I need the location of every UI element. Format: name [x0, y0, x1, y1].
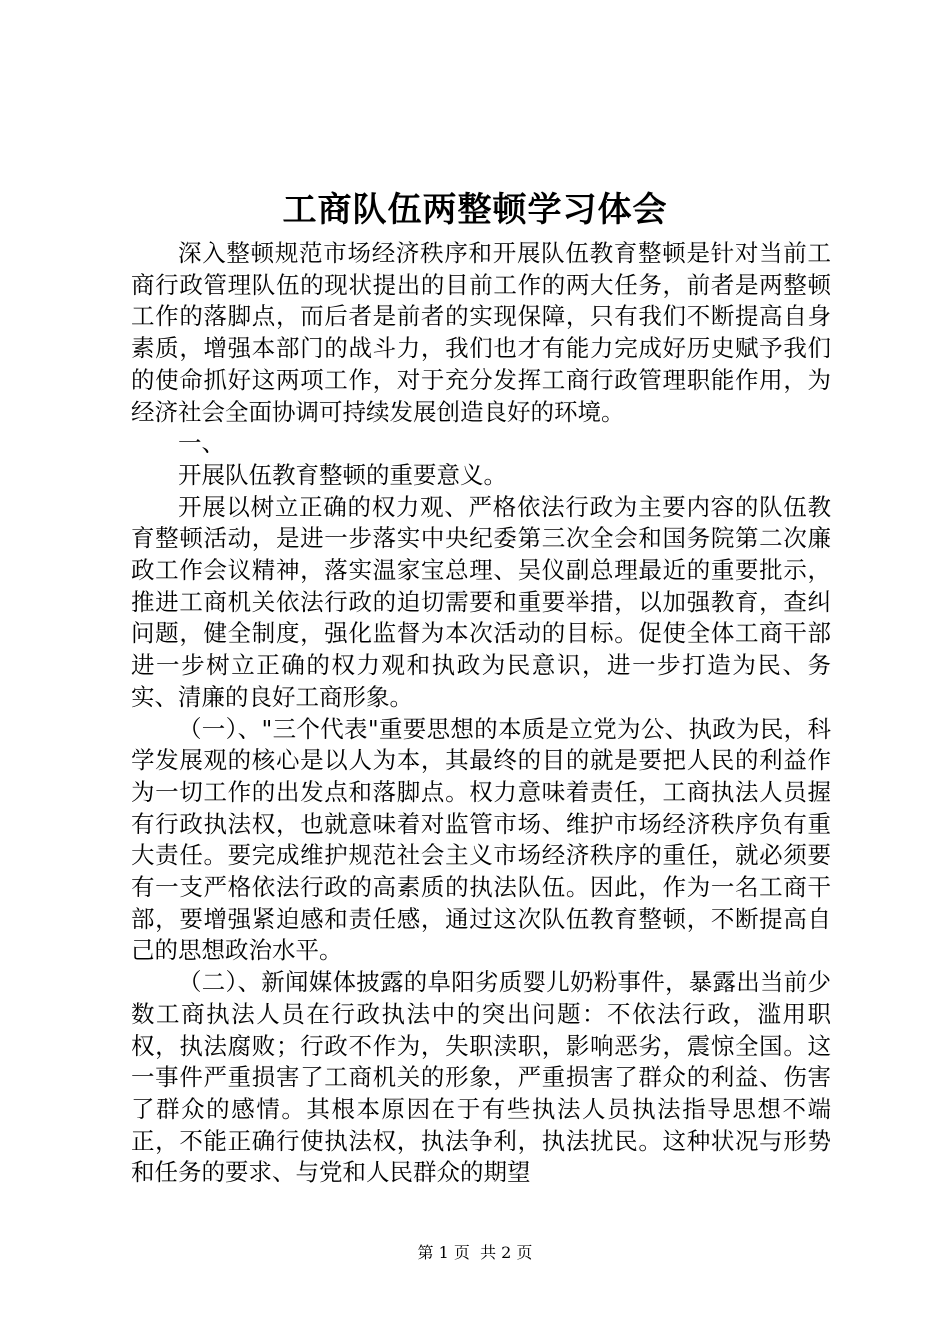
section-number: 一、 — [178, 429, 225, 458]
paragraph-intro: 深入整顿规范市场经济秩序和开展队伍教育整顿是针对当前工商行政管理队伍的现状提出的目前工作的两大任务，前者是两整顿工作的落脚点，而后者是前者的实现保障，只有我们不断提高自身素质，增强本部门的战斗力，我们也才有能力完成好历史赋予我们的使命抓好这两项工作，对于充分发挥工商行政管理职能作用，为经济社会全面协调可持续发展创造良好的环境。 — [131, 239, 831, 426]
paragraph-point-two: （二）、新闻媒体披露的阜阳劣质婴儿奶粉事件，暴露出当前少数工商执法人员在行政执法中的突出问题：不依法行政，滥用职权，执法腐败；行政不作为，失职渎职，影响恶劣，震惊全国。这一事件严重损害了工商机关的形象，严重损害了群众的利益、伤害了群众的感情。其根本原因在于有些执法人员执法指导思想不端正，不能正确行使执法权，执法争利，执法扰民。这种状况与形势和任务的要求、与党和人民群众的期望 — [131, 968, 831, 1187]
paragraph-significance: 开展以树立正确的权力观、严格依法行政为主要内容的队伍教育整顿活动，是进一步落实中央纪委第三次全会和国务院第二次廉政工作会议精神，落实温家宝总理、吴仪副总理最近的重要批示，推进工商机关依法行政的迫切需要和重要举措，以加强教育，查纠问题，健全制度，强化监督为本次活动的目标。促使全体工商干部进一步树立正确的权力观和执政为民意识，进一步打造为民、务实、清廉的良好工商形象。 — [131, 492, 831, 711]
page-footer — [0, 1241, 950, 1265]
paragraph-point-one: （一）、"三个代表"重要思想的本质是立党为公、执政为民，科学发展观的核心是以人为本，其最终的目的就是要把人民的利益作为一切工作的出发点和落脚点。权力意味着责任，工商执法人员握有行政执法权，也就意味着对监管市场、维护市场经济秩序负有重大责任。要完成维护规范社会主义市场经济秩序的重任，就必须要有一支严格依法行政的高素质的执法队伍。因此，作为一名工商干部，要增强紧迫感和责任感，通过这次队伍教育整顿，不断提高自己的思想政治水平。 — [131, 714, 831, 965]
page-number-label: 第 1 页 共 2 页 — [417, 1243, 533, 1262]
section-heading: 开展队伍教育整顿的重要意义。 — [178, 460, 507, 489]
document-body — [131, 238, 831, 1189]
document-title: 工商队伍两整顿学习体会 — [282, 190, 668, 230]
